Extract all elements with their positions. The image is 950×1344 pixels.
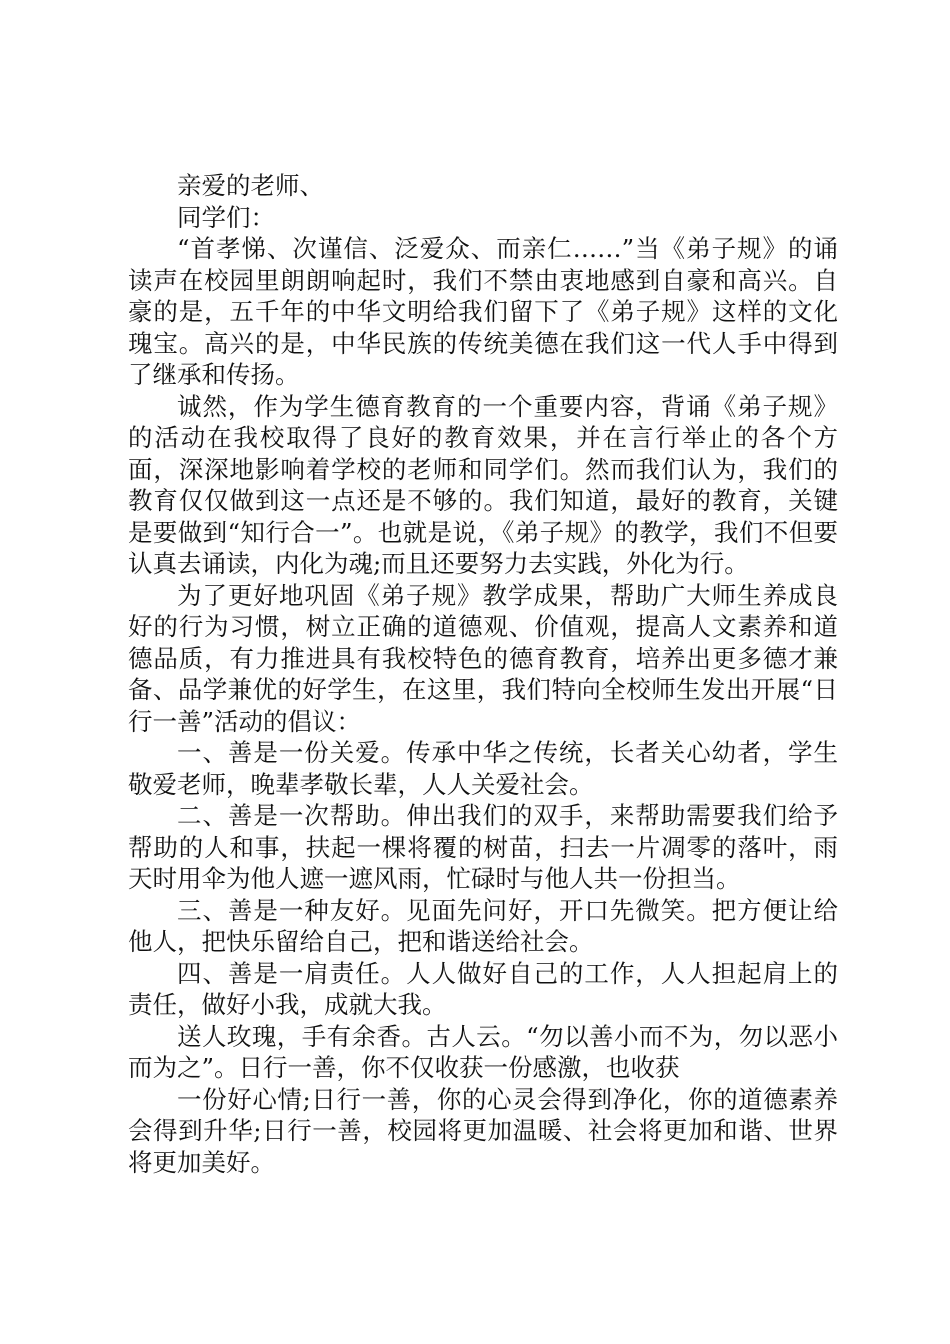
document-body [128,170,838,1178]
salutation-line-2: 同学们： [177,202,275,232]
list-item-4: 四、善是一肩责任。人人做好自己的工作，人人担起肩上的责任，做好小我，成就大我。 [128,958,838,1019]
paragraph-closing-1: 送人玫瑰，手有余香。古人云。“勿以善小而不为，勿以恶小而为之”。日行一善，你不仅收获一份感激，也收获 [128,1021,838,1082]
salutation-line-1: 亲爱的老师、 [177,171,324,200]
list-item-1: 一、善是一份关爱。传承中华之传统，长者关心幼者，学生敬爱老师，晚辈孝敬长辈，人人关爱社会。 [128,738,838,799]
paragraph-proposal: 为了更好地巩固《弟子规》教学成果，帮助广大师生养成良好的行为习惯，树立正确的道德观、价值观，提高人文素养和道德品质，有力推进具有我校特色的德育教育，培养出更多德才兼备、品学兼优的好学生，在这里，我们特向全校师生发出开展“日行一善”活动的倡议： [128,580,838,736]
paragraph-closing-2: 一份好心情;日行一善，你的心灵会得到净化，你的道德素养会得到升华;日行一善，校园将更加温暖、社会将更加和谐、世界将更加美好。 [128,1084,838,1177]
list-item-2: 二、善是一次帮助。伸出我们的双手，来帮助需要我们给予帮助的人和事，扶起一棵将覆的树苗，扫去一片凋零的落叶，雨天时用伞为他人遮一遮风雨，忙碌时与他人共一份担当。 [128,801,838,893]
paragraph-intro: “首孝悌、次谨信、泛爱众、而亲仁……”当《弟子规》的诵读声在校园里朗朗响起时，我们不禁由衷地感到自豪和高兴。自豪的是，五千年的中华文明给我们留下了《弟子规》这样的文化瑰宝。高兴的是，中华民族的传统美德在我们这一代人手中得到了继承和传扬。 [128,234,838,389]
list-item-3: 三、善是一种友好。见面先问好，开口先微笑。把方便让给他人，把快乐留给自己，把和谐送给社会。 [128,895,838,956]
paragraph-context: 诚然，作为学生德育教育的一个重要内容，背诵《弟子规》的活动在我校取得了良好的教育效果，并在言行举止的各个方面，深深地影响着学校的老师和同学们。然而我们认为，我们的教育仅仅做到这一点还是不够的。我们知道，最好的教育，关键是要做到“知行合一”。也就是说，《弟子规》的教学，我们不但要认真去诵读，内化为魂;而且还要努力去实践，外化为行。 [128,391,838,578]
